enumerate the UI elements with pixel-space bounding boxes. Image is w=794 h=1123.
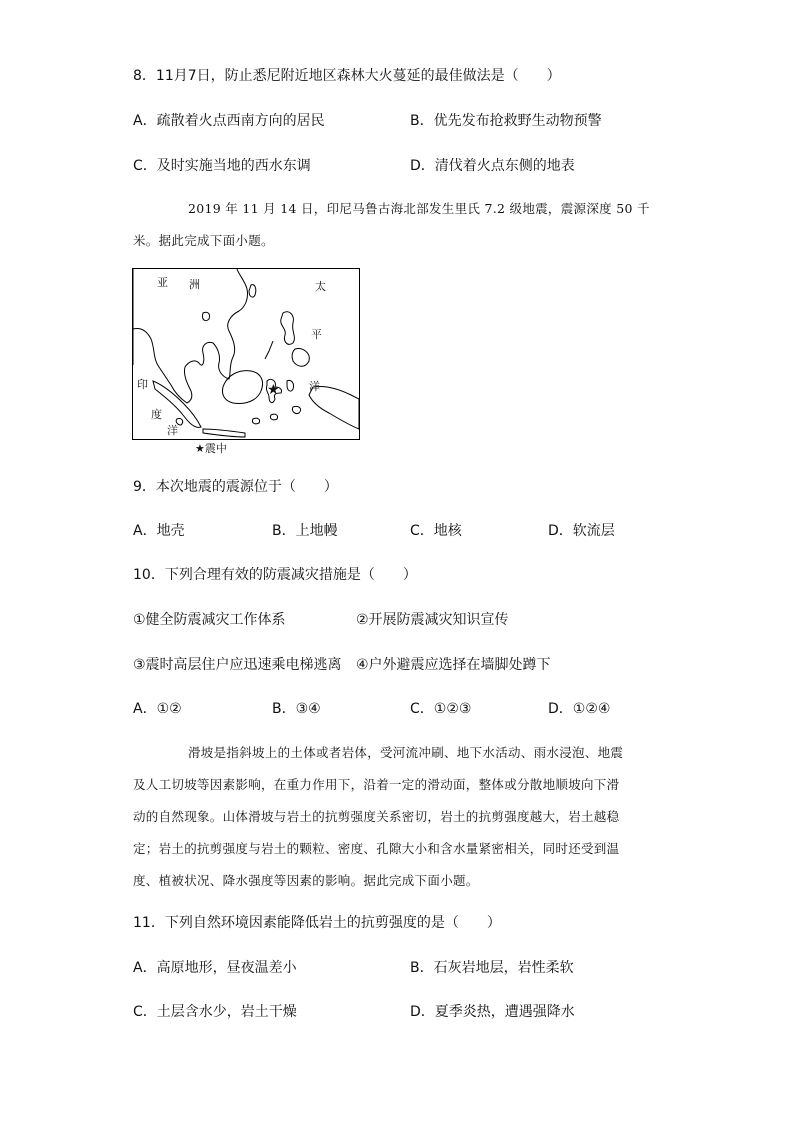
q10-option-b: B．③④ bbox=[272, 701, 321, 717]
epicenter-star-icon: ★ bbox=[267, 382, 280, 398]
passage2-line2: 及人工切坡等因素影响，在重力作用下，沿着一定的滑动面，整体或分散地顺坡向下滑 bbox=[133, 777, 620, 792]
q10-item-3: ③震时高层住户应迅速乘电梯逃离 bbox=[133, 657, 342, 673]
q11-option-a: A．高原地形，昼夜温差小 bbox=[133, 960, 297, 976]
map-label-indian-3: 洋 bbox=[167, 424, 178, 437]
map-coastlines bbox=[133, 269, 359, 439]
map-label-asia-2: 洲 bbox=[189, 278, 200, 291]
map-label-asia-1: 亚 bbox=[157, 276, 168, 289]
q10-option-d: D．①②④ bbox=[548, 701, 611, 717]
q10-item-2: ②开展防震减灾知识宣传 bbox=[356, 612, 509, 628]
map-label-pacific-2: 平 bbox=[311, 328, 322, 341]
q9-option-d: D．软流层 bbox=[548, 523, 615, 539]
map-label-pacific-3: 洋 bbox=[309, 380, 320, 393]
q8-option-b: B．优先发布抢救野生动物预警 bbox=[410, 113, 602, 129]
q9-stem: 9．本次地震的震源位于（ ） bbox=[133, 479, 338, 495]
q9-option-b: B．上地幔 bbox=[272, 523, 338, 539]
q11-option-c: C．土层含水少，岩土干燥 bbox=[133, 1004, 297, 1020]
map-label-indian-2: 度 bbox=[151, 408, 162, 421]
passage2-line4: 定；岩土的抗剪强度与岩土的颗粒、密度、孔隙大小和含水量紧密相关，同时还受到温 bbox=[133, 841, 620, 856]
q8-option-a: A．疏散着火点西南方向的居民 bbox=[133, 113, 325, 129]
passage2-line5: 度、植被状况、降水强度等因素的影响。据此完成下面小题。 bbox=[133, 873, 479, 888]
passage2-line1: 滑坡是指斜坡上的土体或者岩体，受河流冲刷、地下水活动、雨水浸泡、地震 bbox=[188, 745, 624, 760]
q10-stem: 10．下列合理有效的防震减灾措施是（ ） bbox=[133, 567, 417, 583]
q10-item-1: ①健全防震减灾工作体系 bbox=[133, 612, 286, 628]
q8-stem: 8．11月7日，防止悉尼附近地区森林大火蔓延的最佳做法是（ ） bbox=[133, 68, 561, 84]
q11-option-d: D．夏季炎热，遭遇强降水 bbox=[410, 1004, 575, 1020]
q10-item-4: ④户外避震应选择在墙脚处蹲下 bbox=[356, 657, 551, 673]
q10-option-a: A．①② bbox=[133, 701, 182, 717]
q11-option-b: B．石灰岩地层，岩性柔软 bbox=[410, 960, 574, 976]
passage2-line3: 动的自然现象。山体滑坡与岩土的抗剪强度关系密切，岩土的抗剪强度越大，岩土越稳 bbox=[133, 809, 620, 824]
q9-option-c: C．地核 bbox=[410, 523, 462, 539]
q8-option-d: D．清伐着火点东侧的地表 bbox=[410, 158, 575, 174]
q11-stem: 11．下列自然环境因素能降低岩土的抗剪强度的是（ ） bbox=[133, 915, 501, 931]
map-legend: ★震中 bbox=[195, 442, 227, 455]
q8-option-c: C．及时实施当地的西水东调 bbox=[133, 158, 311, 174]
map-label-indian-1: 印 bbox=[137, 378, 148, 391]
map-label-pacific-1: 太 bbox=[315, 280, 326, 293]
passage1-line2: 米。据此完成下面小题。 bbox=[133, 233, 274, 248]
passage1-line1: 2019 年 11 月 14 日，印尼马鲁古海北部发生里氏 7.2 级地震，震源深度 50 千 bbox=[188, 201, 650, 216]
q9-option-a: A．地壳 bbox=[133, 523, 185, 539]
q10-option-c: C．①②③ bbox=[410, 701, 472, 717]
southeast-asia-map bbox=[132, 268, 360, 440]
